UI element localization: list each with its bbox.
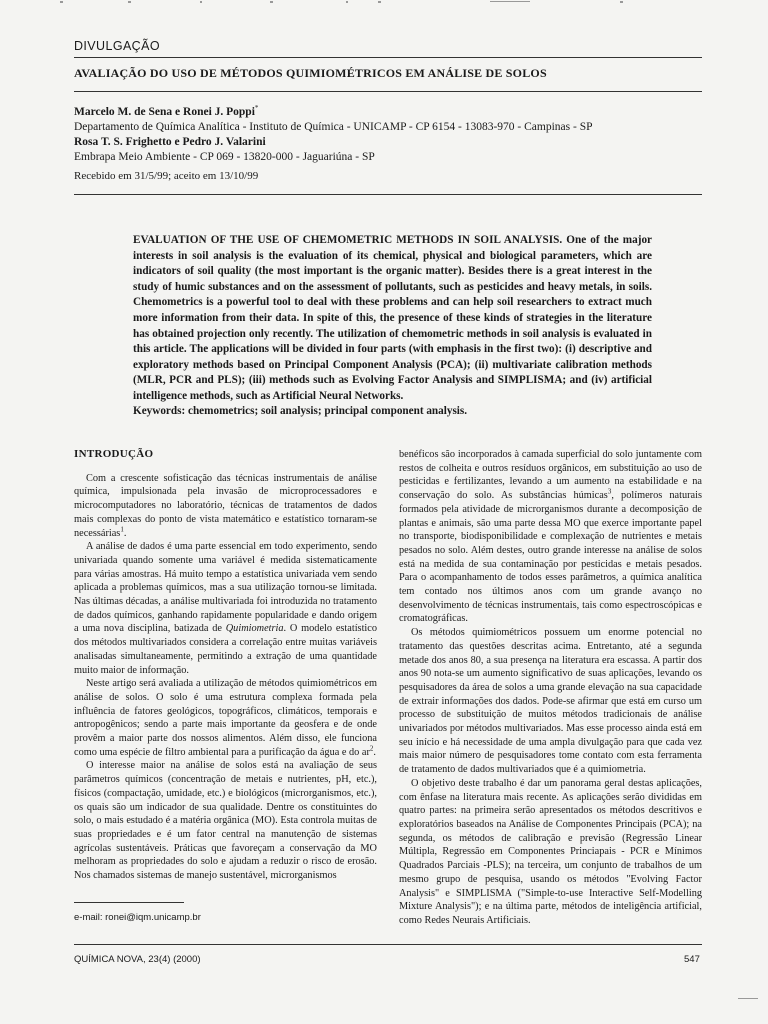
reference-mark: 2	[369, 744, 374, 753]
title-rule	[74, 91, 702, 92]
paragraph-text: benéficos são incorporados à camada superficial do solo juntamente com restos de colheita e outros resíduos orgânicos, em substituição ao uso de pesticidas e fertilizantes, levando a um aumento na estabilidade e na conservação do solo. As substâncias húmicas	[399, 449, 702, 502]
received-dates: Recebido em 31/5/99; aceito em 13/10/99	[74, 170, 259, 182]
paper-title: AVALIAÇÃO DO USO DE MÉTODOS QUIMIOMÉTRICOS EM ANÁLISE DE SOLOS	[74, 66, 547, 80]
paragraph: Os métodos quimiométricos possuem um enorme potencial no tratamento das questões descritas acima. Entretanto, até a segunda metade dos anos 80, a sua presença na literatura era escassa. A partir dos anos 90 nota-se um aumento significativo de suas aplicações, levando os pesquisadores da área de solos a uma grande elevação na sua capacidade de extrair informações dos dados. Pode-se afirmar que está em curso um processo de substituição de muitos métodos tradicionais de análise univariados por métodos multivariados. Mas esse processo ainda está em seu início e há necessidade de uma ampla divulgação para que cada vez mais maior número de pesquisadores tome contato com esta ferramenta de tratamento de dados multivariados que é a quimiometria.	[399, 627, 702, 776]
paragraph	[74, 540, 377, 677]
keywords: Keywords: chemometrics; soil analysis; principal component analysis.	[133, 405, 468, 417]
paragraph-text: .	[373, 746, 376, 758]
paragraph-text: Com a crescente sofisticação das técnicas instrumentais de análise química, impulsionada pela invasão de microprocessadores e microcomputadores no laboratório, técnicas de tratamentos de dados mais complexas do ponto de vista matemático e estatístico tornaram-se necessárias	[74, 472, 377, 539]
abstract: EVALUATION OF THE USE OF CHEMOMETRIC METHODS IN SOIL ANALYSIS. One of the major interests in soil analysis is the evaluation of its chemical, physical and biological parameters, which are indicators of soil quality (the most important is the organic matter). Besides there is a great interest in the study of humic substances and on the assessment of pollutants, such as pesticides and heavy metals, in soils. Chemometrics is a powerful tool to deal with these problems and can help soil researchers to extract much more information from their data. In spite of this, the presence of these kinds of strategies in the literature has obtained projection only recently. The utilization of chemometric methods in soil analysis is evaluated in this article. The applications will be divided in four parts (with emphasis in the first two): (i) descriptive and exploratory methods based on Principal Component Analysis (PCA); (ii) multivariate calibration methods (MLR, PCR and PLS); (iii) methods such as Evolving Factor Analysis and SIMPLISMA; and (iv) artificial intelligence methods, such as Artificial Neural Networks.	[133, 234, 652, 402]
reference-mark: 3	[607, 487, 612, 496]
paragraph: O objetivo deste trabalho é dar um panorama geral destas aplicações, com ênfase na literatura mais recente. As aplicações serão divididas em quatro partes: na primeira serão apresentados os métodos descritivos e exploratórios baseados na Análise de Componentes Principais (PCA); na segunda, os métodos de calibração e previsão (Regressão Linear Múltipla, Regressão em Componentes Princiapais - PCR e Mínimos Quadrados Parciais -PLS); na terceira, um conjunto de trabalhos de um mesmo grupo de pesquisa, usando os métodos "Evolving Factor Analysis" e SIMPLISMA ("Simple-to-use Interactive Self-Modelling Mixture Analysis"); e na última parte, métodos de inteligência artificial, como Redes Neurais Artificiais.	[399, 777, 702, 926]
section-label: DIVULGAÇÃO	[74, 39, 160, 53]
page-number: 547	[684, 954, 700, 965]
corresponding-author-mark: *	[254, 104, 259, 113]
left-column	[74, 448, 377, 883]
right-column	[399, 448, 702, 928]
paragraph	[74, 472, 377, 541]
top-edge-marks	[60, 0, 700, 6]
footnote-email: e-mail: ronei@iqm.unicamp.br	[74, 912, 201, 923]
affiliation-2: Embrapa Meio Ambiente - CP 069 - 13820-000 - Jaguariúna - SP	[74, 151, 375, 163]
journal-citation: QUÍMICA NOVA, 23(4) (2000)	[74, 954, 201, 965]
received-rule	[74, 194, 702, 195]
section-heading-introducao: INTRODUÇÃO	[74, 448, 154, 460]
paragraph-text: Neste artigo será avaliada a utilização de métodos quimiométricos em análise de solos. O solo é uma estrutura complexa formada pela influência de fatores geológicos, topográficos, climáticos, temporais e antropogênicos; sendo a parte mais importante da geosfera e de onde provêm a maior parte dos nossos alimentos. Além disso, ele funciona como uma espécie de filtro ambiental para a purificação da água e do ar	[74, 678, 377, 758]
paragraph-text: A análise de dados é uma parte essencial em todo experimento, sendo univariada quando somente uma variável é medida sistematicamente para várias amostras. Há muito tempo a estatística univariada vem sendo aplicada a problemas químicos, mas a sua utilização tornou-se limitada. Nas últimas décadas, a análise multivariada foi introduzida no tratamento de dados químicos, ganhando rapidamente popularidade e dando origem a uma nova disciplina, batizada de	[74, 541, 377, 635]
author-names-1: Marcelo M. de Sena e Ronei J. Poppi	[74, 106, 255, 118]
paragraph-text: . O modelo estatístico dos métodos multivariados considera a correlação entre muitas variáveis analisadas simultaneamente, permitindo a extração de uma quantidade muito maior de informação.	[74, 623, 378, 676]
paragraph	[74, 677, 377, 759]
header-rule	[74, 57, 702, 58]
paragraph	[399, 448, 702, 626]
author-names-2: Rosa T. S. Frighetto e Pedro J. Valarini	[74, 136, 266, 148]
edge-mark	[738, 998, 758, 999]
paragraph-text: , polímeros naturais formados pela atividade de microrganismos durante a decomposição de plantas e animais, são uma parte dessa MO que exerce importante papel no transporte, biodisponibilidade e complexação de nutrientes e metais pesados no solo. Além destes, outro grande interesse na análise de solos está na medida de sua contaminação por pesticidas e metais pesados. Para o acompanhamento de todos esses parâmetros, a química analítica tem contado nos últimos anos com um grande avanço no desenvolvimento de técnicas instrumentais, tais como espectroscópicas e cromatográficas.	[399, 490, 702, 625]
emphasis-term: Quimiometria	[225, 623, 284, 635]
author-block	[74, 105, 702, 165]
footnote-rule	[74, 902, 184, 903]
reference-mark: 1	[120, 525, 124, 534]
affiliation-1: Departamento de Química Analítica - Instituto de Química - UNICAMP - CP 6154 - 13083-970 - Campinas - SP	[74, 121, 593, 133]
paragraph: O interesse maior na análise de solos está na avaliação de seus parâmetros químicos (concentração de metais e nutrientes, pH, etc.), físicos (compactação, umidade, etc.) e biológicos (microrganismos, etc.), os quais são um indicador de sua qualidade. Dentre os constituintes do solo, o mais estudado é a matéria orgânica (MO). Esta controla muitas de suas propriedades e é um fator central na manutenção de sistemas agrícolas sustentáveis. Práticas que favoreçam a conservação da MO melhoram as propriedades do solo e ajudam a reduzir o risco de erosão. Nos chamados sistemas de manejo sustentável, microrganismos	[74, 760, 377, 882]
paragraph-text: .	[123, 527, 127, 539]
footer-rule	[74, 944, 702, 945]
